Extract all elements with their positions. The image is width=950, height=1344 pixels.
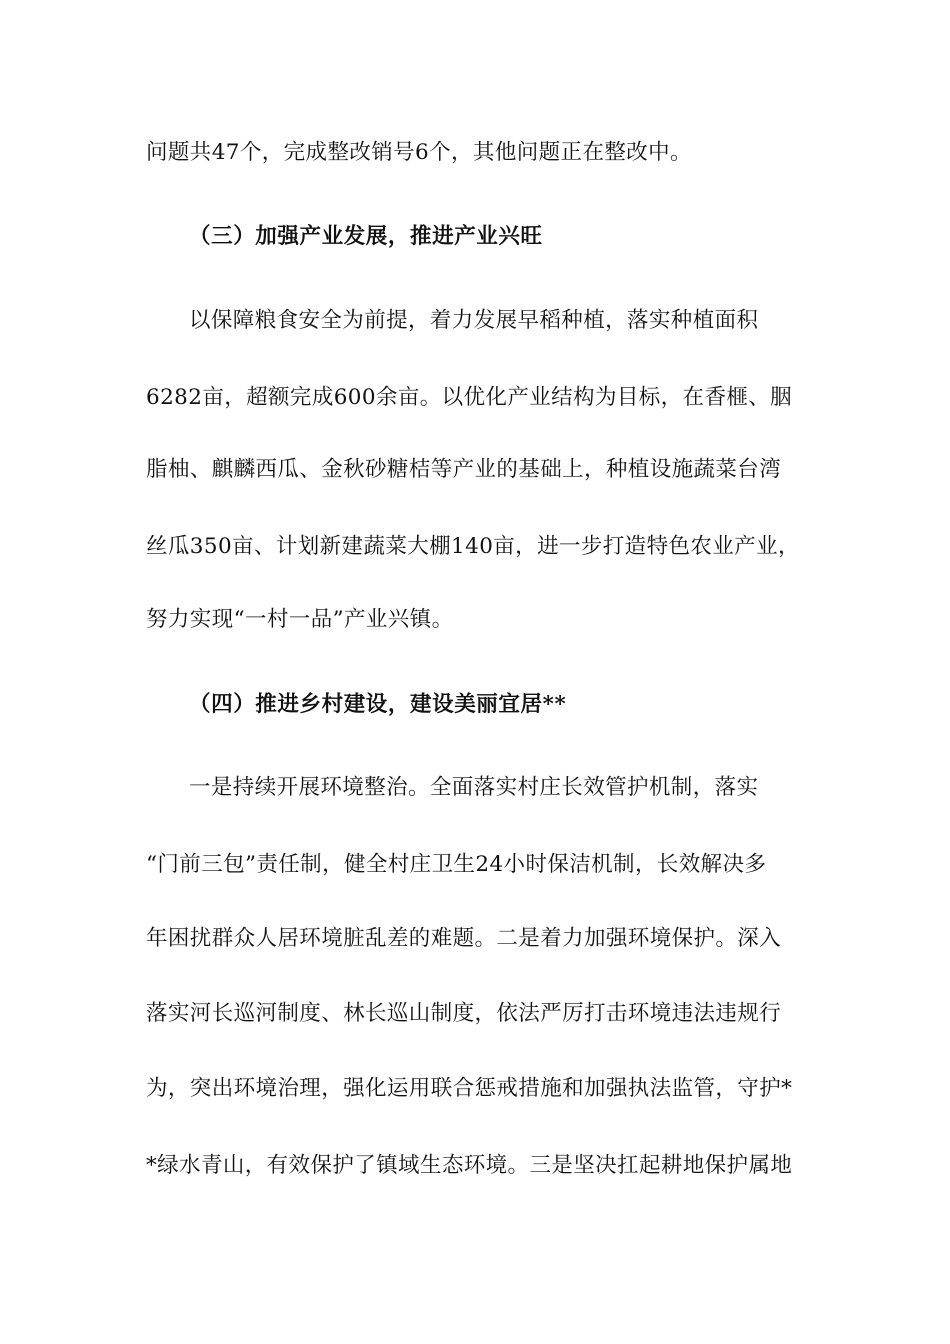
paragraph-line: “门前三包”责任制，健全村庄卫生24小时保洁机制，长效解决多 (146, 852, 767, 877)
paragraph-line: 脂柚、麒麟西瓜、金秋砂糖桔等产业的基础上，种植设施蔬菜台湾 (146, 457, 782, 482)
paragraph-line: 6282亩，超额完成600余亩。以优化产业结构为目标，在香榧、胭 (146, 385, 793, 410)
paragraph-line: 年困扰群众人居环境脏乱差的难题。二是着力加强环境保护。深入 (146, 926, 782, 951)
section-heading-4: （四）推进乡村建设，建设美丽宜居** (189, 692, 567, 717)
paragraph-line: 以保障粮食安全为前提，着力发展早稻种植，落实种植面积 (189, 308, 759, 333)
paragraph-line: 落实河长巡河制度、林长巡山制度，依法严厉打击环境违法违规行 (146, 1001, 782, 1026)
paragraph-line: 努力实现“一村一品”产业兴镇。 (146, 607, 454, 632)
section-heading-3: （三）加强产业发展，推进产业兴旺 (189, 224, 543, 249)
paragraph-line: 一是持续开展环境整治。全面落实村庄长效管护机制，落实 (189, 775, 759, 800)
paragraph-line: *绿水青山，有效保护了镇域生态环境。三是坚决扛起耕地保护属地 (146, 1153, 793, 1178)
paragraph-line: 为，突出环境治理，强化运用联合惩戒措施和加强执法监管，守护* (146, 1076, 793, 1101)
paragraph-line: 问题共47个，完成整改销号6个，其他问题正在整改中。 (146, 140, 692, 165)
paragraph-line: 丝瓜350亩、计划新建蔬菜大棚140亩，进一步打造特色农业产业， (146, 534, 800, 559)
